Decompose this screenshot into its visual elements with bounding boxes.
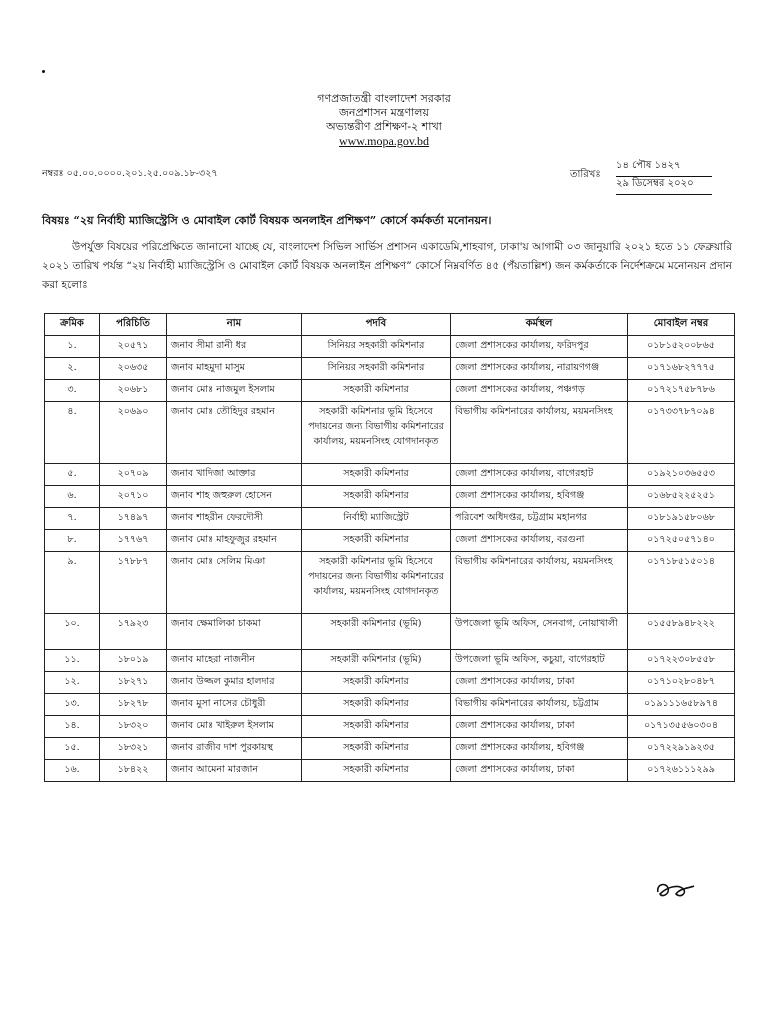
cell-id: ২০৬৩৫ [100, 358, 167, 380]
cell-workplace: জেলা প্রশাসকের কার্যালয়, পঞ্চগড় [451, 380, 628, 402]
cell-workplace: জেলা প্রশাসকের কার্যালয়, ঢাকা [451, 760, 628, 782]
table-row [45, 650, 735, 672]
cell-name: জনাব সীমা রানী ধর [167, 336, 302, 358]
cell-workplace: উপজেলা ভূমি অফিস, কচুয়া, বাগেরহাট [451, 650, 628, 672]
table-row [45, 530, 735, 552]
website-link[interactable]: www.mopa.gov.bd [338, 134, 430, 148]
cell-id: ২০৭১০ [100, 486, 167, 508]
cell-designation: নির্বাহী ম্যাজিস্ট্রেট [302, 508, 451, 530]
cell-workplace: জেলা প্রশাসকের কার্যালয়, হবিগঞ্জ [451, 738, 628, 760]
cell-id: ১৮৩২১ [100, 738, 167, 760]
cell-mobile: ০১৭২১৭৫৮৭৮৬ [628, 380, 735, 402]
cell-workplace: বিভাগীয় কমিশনারের কার্যালয়, চট্টগ্রাম [451, 694, 628, 716]
cell-name: জনাব মোঃ খাইরুল ইসলাম [167, 716, 302, 738]
cell-workplace: উপজেলা ভূমি অফিস, সেনবাগ, নোয়াখালী [451, 614, 628, 650]
signature-mark [650, 874, 700, 904]
cell-name: জনাব মুসা নাসের চৌধুরী [167, 694, 302, 716]
cell-serial: ৬. [45, 486, 100, 508]
cell-name: জনাব উজ্জল কুমার হালদার [167, 672, 302, 694]
cell-id: ২০৭০৯ [100, 464, 167, 486]
cell-designation: সহকারী কমিশনার [302, 486, 451, 508]
cell-id: ২০৬৯০ [100, 402, 167, 464]
cell-mobile: ০১৭৩৩৭৮৭০৯৪ [628, 402, 735, 464]
cell-workplace: জেলা প্রশাসকের কার্যালয়, হবিগঞ্জ [451, 486, 628, 508]
date-bangla: ১৪ পৌষ ১৪২৭ [616, 158, 712, 177]
cell-id: ২০৫৭১ [100, 336, 167, 358]
cell-designation: সহকারী কমিশনার (ভূমি) [302, 650, 451, 672]
cell-serial: ১১. [45, 650, 100, 672]
table-row [45, 552, 735, 614]
cell-id: ১৮৩২০ [100, 716, 167, 738]
table-row [45, 486, 735, 508]
cell-designation: সহকারী কমিশনার ভূমি হিসেবে পদায়নের জন্য বিভাগীয় কমিশনারের কার্যালয়, ময়মনসিংহ যোগদানকৃত [302, 402, 451, 464]
cell-id: ১৮২৭১ [100, 672, 167, 694]
table-row [45, 336, 735, 358]
cell-mobile: ০১৭১৮৫১৫০১৪ [628, 552, 735, 614]
table-row [45, 380, 735, 402]
cell-serial: ১৬. [45, 760, 100, 782]
col-serial: ক্রমিক [45, 314, 100, 336]
cell-designation: সহকারী কমিশনার (ভূমি) [302, 614, 451, 650]
cell-mobile: ০১৯২১০৩৬৫৫৩ [628, 464, 735, 486]
cell-serial: ১০. [45, 614, 100, 650]
cell-designation: সহকারী কমিশনার [302, 530, 451, 552]
cell-mobile: ০১৭১৩৫৫৬০৩০৪ [628, 716, 735, 738]
cell-designation: সহকারী কমিশনার [302, 716, 451, 738]
memo-number: নম্বরঃ ০৫.০০.০০০০.২০১.২৫.০০৯.১৮-৩২৭ [42, 168, 218, 179]
cell-id: ২০৬৮১ [100, 380, 167, 402]
table-row [45, 508, 735, 530]
table-row [45, 464, 735, 486]
cell-designation: সহকারী কমিশনার [302, 738, 451, 760]
cell-mobile: ০১৭২৫০৫৭১৪০ [628, 530, 735, 552]
officer-table [44, 313, 735, 782]
cell-workplace: জেলা প্রশাসকের কার্যালয়, নারায়ণগঞ্জ [451, 358, 628, 380]
table-row [45, 694, 735, 716]
cell-serial: ১৩. [45, 694, 100, 716]
cell-id: ১৮০১৯ [100, 650, 167, 672]
cell-id: ১৮৪২২ [100, 760, 167, 782]
cell-name: জনাব খাদিজা আক্তার [167, 464, 302, 486]
subject-line: বিষয়ঃ “২য় নির্বাহী ম্যাজিস্ট্রেসি ও মোবাইল কোর্ট বিষয়ক অনলাইন প্রশিক্ষণ” কোর্সে কর্মকর্তা মনোনয়ন। [42, 214, 492, 227]
cell-workplace: বিভাগীয় কমিশনারের কার্যালয়, ময়মনসিংহ [451, 552, 628, 614]
cell-name: জনাব শাহ জহুরুল হোসেন [167, 486, 302, 508]
cell-name: জনাব মোঃ নাজমুল ইসলাম [167, 380, 302, 402]
cell-name: জনাব মোঃ সেলিম মিঞা [167, 552, 302, 614]
table-row [45, 614, 735, 650]
cell-mobile: ০১৭১৬৮২৭৭৭৫ [628, 358, 735, 380]
cell-mobile: ০১৬৮৫২২৫২৫১ [628, 486, 735, 508]
body-paragraph: উপর্যুক্ত বিষয়ের পরিপ্রেক্ষিতে জানানো যাচ্ছে যে, বাংলাদেশ সিভিল সার্ভিস প্রশাসন একাডেমি,শাহবাগ, ঢাকা'য় আগামী ০৩ জানুয়ারি ২০২১ হতে ১১ ফেব্রুয়ারি ২০২১ তারিখ পর্যন্ত “২য় নির্বাহী ম্যাজিস্ট্রেসি ও মোবাইল কোর্ট বিষয়ক অনলাইন প্রশিক্ষণ” কোর্সে নিম্নবর্ণিত ৪৫ (পঁয়তাল্লিশ) জন কর্মকর্তাকে নির্দেশক্রমে মনোনয়ন প্রদান করা হলোঃ [42, 241, 732, 291]
cell-workplace: পরিবেশ অধিদপ্তর, চট্টগ্রাম মহানগর [451, 508, 628, 530]
cell-serial: ৭. [45, 508, 100, 530]
cell-id: ১৮২৭৮ [100, 694, 167, 716]
cell-serial: ১২. [45, 672, 100, 694]
section-name: অভ্যন্তরীণ প্রশিক্ষণ-২ শাখা [326, 120, 442, 133]
col-id: পরিচিতি [100, 314, 167, 336]
cell-id: ১৭৮৮৭ [100, 552, 167, 614]
table-row [45, 760, 735, 782]
cell-serial: ১. [45, 336, 100, 358]
cell-serial: ১৫. [45, 738, 100, 760]
cell-id: ১৭৯২৩ [100, 614, 167, 650]
cell-name: জনাব মাহেরা নাজনীন [167, 650, 302, 672]
cell-serial: ৪. [45, 402, 100, 464]
cell-name: জনাব মোঃ তৌহিদুর রহমান [167, 402, 302, 464]
cell-name: জনাব মোঃ মাহফুজুর রহমান [167, 530, 302, 552]
cell-name: জনাব ক্ষেমালিকা চাকমা [167, 614, 302, 650]
cell-workplace: বিভাগীয় কমিশনারের কার্যালয়, ময়মনসিংহ [451, 402, 628, 464]
col-workplace: কর্মস্থল [451, 314, 628, 336]
cell-serial: ২. [45, 358, 100, 380]
cell-workplace: জেলা প্রশাসকের কার্যালয়, বরগুনা [451, 530, 628, 552]
ministry-name: জনপ্রশাসন মন্ত্রণালয় [339, 106, 429, 119]
cell-mobile: ০১৭২২৯১৯২৩৫ [628, 738, 735, 760]
cell-workplace: জেলা প্রশাসকের কার্যালয়, ঢাকা [451, 672, 628, 694]
cell-workplace: জেলা প্রশাসকের কার্যালয়, বাগেরহাট [451, 464, 628, 486]
cell-designation: সিনিয়র সহকারী কমিশনার [302, 336, 451, 358]
date-english: ২৯ ডিসেম্বর ২০২০ [616, 176, 712, 195]
cell-mobile: ০১৯১১১৬৫৮৯৭৪ [628, 694, 735, 716]
cell-mobile: ০১৭১০২৮০৪৮৭ [628, 672, 735, 694]
government-name: গণপ্রজাতন্ত্রী বাংলাদেশ সরকার [317, 92, 451, 105]
cell-id: ১৭৪৯৭ [100, 508, 167, 530]
cell-designation: সহকারী কমিশনার [302, 464, 451, 486]
table-row [45, 672, 735, 694]
table-row [45, 402, 735, 464]
cell-serial: ৮. [45, 530, 100, 552]
cell-workplace: জেলা প্রশাসকের কার্যালয়, ঢাকা [451, 716, 628, 738]
cell-id: ১৭৭৬৭ [100, 530, 167, 552]
cell-designation: সহকারী কমিশনার [302, 672, 451, 694]
cell-serial: ৫. [45, 464, 100, 486]
col-designation: পদবি [302, 314, 451, 336]
table-header-row [45, 314, 735, 336]
cell-mobile: ০১৮১৯১৫৮০৬৮ [628, 508, 735, 530]
cell-mobile: ০১৮১৫২০০৮৬৫ [628, 336, 735, 358]
col-mobile: মোবাইল নম্বর [628, 314, 735, 336]
cell-designation: সহকারী কমিশনার ভূমি হিসেবে পদায়নের জন্য বিভাগীয় কমিশনারের কার্যালয়, ময়মনসিংহ যোগদানকৃত [302, 552, 451, 614]
cell-name: জনাব রাজীব দাশ পুরকায়স্থ [167, 738, 302, 760]
cell-name: জনাব মাহমুদা মাসুম [167, 358, 302, 380]
cell-designation: সহকারী কমিশনার [302, 760, 451, 782]
cell-designation: সহকারী কমিশনার [302, 380, 451, 402]
cell-mobile: ০১৫৫৮৯৪৮২২২ [628, 614, 735, 650]
cell-workplace: জেলা প্রশাসকের কার্যালয়, ফরিদপুর [451, 336, 628, 358]
page-mark [42, 70, 45, 73]
table-row [45, 738, 735, 760]
cell-serial: ১৪. [45, 716, 100, 738]
cell-name: জনাব আমেনা মারজান [167, 760, 302, 782]
table-row [45, 716, 735, 738]
date-label: তারিখঃ [570, 169, 601, 180]
cell-mobile: ০১৭২৬১১১২৯৯ [628, 760, 735, 782]
col-name: নাম [167, 314, 302, 336]
cell-mobile: ০১৭২২৩০৮৫৫৮ [628, 650, 735, 672]
cell-serial: ৩. [45, 380, 100, 402]
table-row [45, 358, 735, 380]
cell-serial: ৯. [45, 552, 100, 614]
cell-designation: সহকারী কমিশনার [302, 694, 451, 716]
cell-name: জনাব শাহরীন ফেরদৌসী [167, 508, 302, 530]
cell-designation: সিনিয়র সহকারী কমিশনার [302, 358, 451, 380]
